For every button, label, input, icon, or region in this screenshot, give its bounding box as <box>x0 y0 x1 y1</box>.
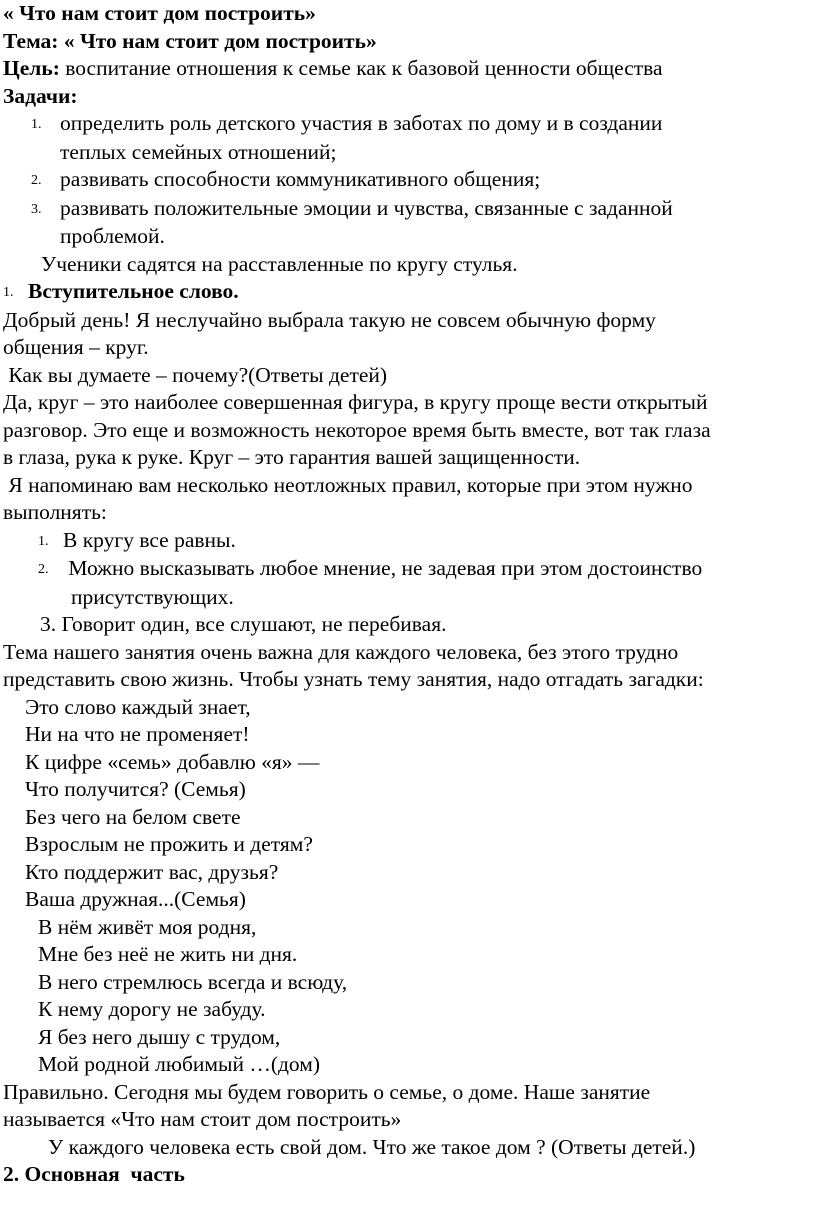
riddle-line: Я без него дышу с трудом, <box>38 1024 281 1049</box>
rule-text: Можно высказывать любое мнение, не задевая при этом достоинство <box>63 556 703 580</box>
riddle-line: К нему дорогу не забуду. <box>38 997 266 1021</box>
goal-line <box>3 55 816 83</box>
rule-number: 1. <box>38 533 49 549</box>
intro-line: Я напоминаю вам несколько неотложных правил, которые при этом нужно <box>3 472 693 497</box>
task-item-3-continued: проблемой. <box>60 224 165 248</box>
rule-item-3: 3. Говорит один, все слушают, не перебивая. <box>40 612 447 636</box>
topic-text: « Что нам стоит дом построить» <box>58 28 377 53</box>
riddle-line: В него стремлюсь всегда и всюду, <box>38 969 348 994</box>
riddle-line: Это слово каждый знает, <box>25 694 251 719</box>
rule-text: В кругу все равны. <box>63 527 236 552</box>
intro-line: Как вы думаете – почему?(Ответы детей) <box>3 362 388 387</box>
conclusion-line: Правильно. Сегодня мы будем говорить о семье, о доме. Наше занятие <box>3 1079 651 1104</box>
section-title: Вступительное слово. <box>28 279 239 303</box>
section-number: 1. <box>3 285 14 300</box>
riddle-line: Мой родной любимый …(дом) <box>38 1052 321 1076</box>
seating-note: Ученики садятся на расставленные по кругу стулья. <box>41 251 518 276</box>
intro-line: в глаза, рука к руке. Круг – это гарантия вашей защищенности. <box>3 445 581 469</box>
rule-number: 2. <box>38 562 49 577</box>
topic-line <box>3 28 816 56</box>
riddle-line: Ваша дружная...(Семья) <box>25 887 246 911</box>
rule-item-2 <box>3 555 816 584</box>
task-text: развивать способности коммуникативного общения; <box>60 167 541 191</box>
topic-paragraph-line: Тема нашего занятия очень важна для каждого человека, без этого трудно <box>3 639 679 664</box>
riddle-line: В нём живёт моя родня, <box>38 914 257 939</box>
task-item-3 <box>3 195 816 224</box>
rule-item-2-continued: присутствующих. <box>71 584 234 609</box>
goal-label: Цель: <box>3 56 60 80</box>
section-1-heading <box>3 278 816 307</box>
question-line: У каждого человека есть свой дом. Что же такое дом ? (Ответы детей.) <box>48 1134 696 1159</box>
intro-line: Добрый день! Я неслучайно выбрала такую не совсем обычную форму <box>3 307 656 332</box>
task-item-1 <box>3 110 816 139</box>
task-text: определить роль детского участия в заботах по дому и в создании <box>60 111 663 135</box>
task-text: развивать положительные эмоции и чувства, связанные с заданной <box>60 195 673 220</box>
intro-line: разговор. Это еще и возможность некоторое время быть вместе, вот так глаза <box>3 417 711 442</box>
riddle-line: К цифре «семь» добавлю «я» — <box>25 749 320 774</box>
document-title: « Что нам стоит дом построить» <box>3 1 316 25</box>
intro-line: выполнять: <box>3 500 107 524</box>
intro-line: Да, круг – это наиболее совершенная фигура, в кругу проще вести открытый <box>3 390 708 414</box>
topic-paragraph-line: представить свою жизнь. Чтобы узнать тему занятия, надо отгадать загадки: <box>3 667 704 691</box>
riddle-line: Мне без неё не жить ни дня. <box>38 942 298 966</box>
task-number: 3. <box>31 201 42 217</box>
riddle-line: Кто поддержит вас, друзья? <box>25 859 279 884</box>
task-number: 1. <box>31 117 42 132</box>
riddle-line: Взрослым не прожить и детям? <box>25 832 313 856</box>
rule-item-1 <box>3 527 816 556</box>
task-item-1-continued: теплых семейных отношений; <box>60 139 337 164</box>
conclusion-line: называется «Что нам стоит дом построить» <box>3 1107 402 1131</box>
task-number: 2. <box>31 173 42 188</box>
riddle-line: Ни на что не променяет! <box>25 722 250 746</box>
goal-text: воспитание отношения к семье как к базовой ценности общества <box>59 56 663 80</box>
topic-label: Тема: <box>3 28 59 53</box>
task-item-2 <box>3 166 816 195</box>
intro-line: общения – круг. <box>3 335 149 359</box>
riddle-line: Что получится? (Семья) <box>25 777 246 801</box>
section-2-heading: 2. Основная часть <box>3 1162 185 1186</box>
tasks-label: Задачи: <box>3 83 78 108</box>
riddle-line: Без чего на белом свете <box>25 804 241 829</box>
